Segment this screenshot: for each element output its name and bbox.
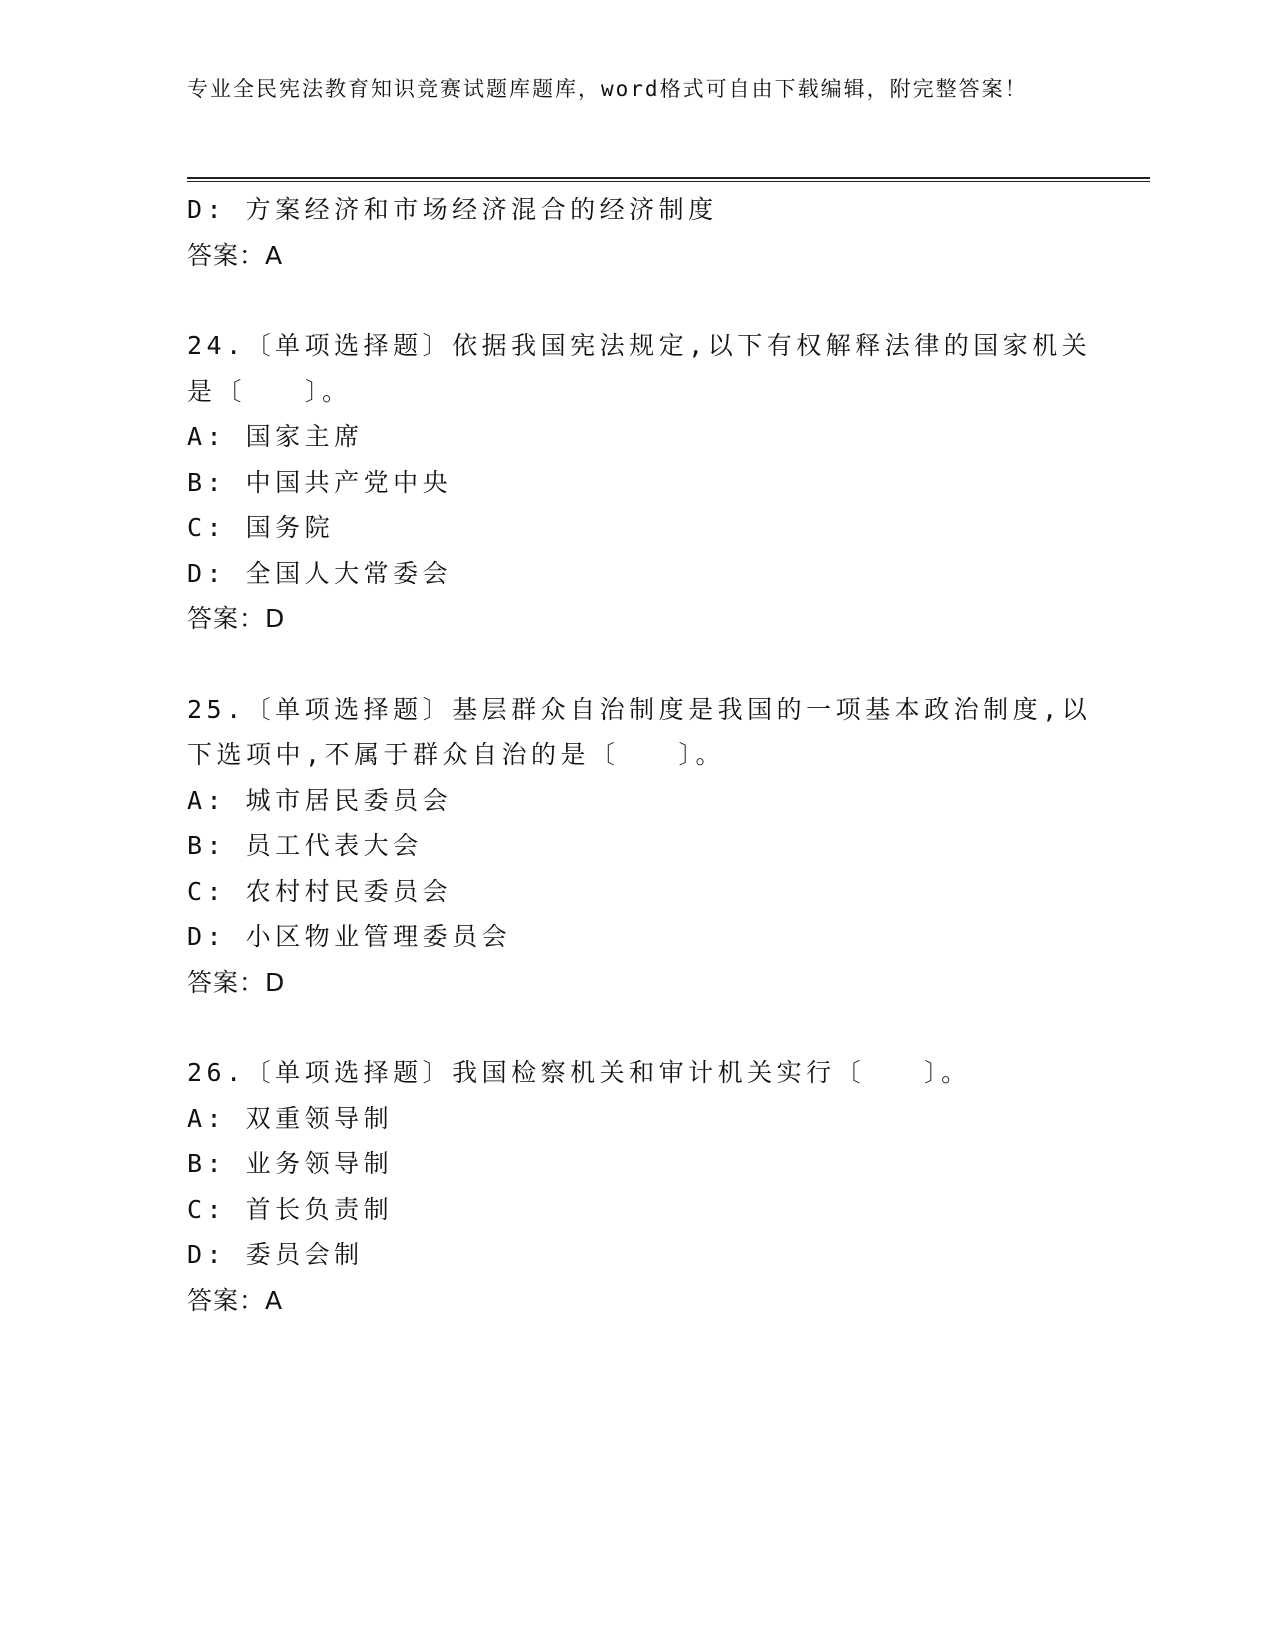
option-b: B: 中国共产党中央 xyxy=(187,467,453,497)
option-c: C: 国务院 xyxy=(187,513,335,542)
answer: 答案：D xyxy=(187,967,286,997)
document-body xyxy=(187,187,1107,1323)
question-text-cont: 下选项中,不属于群众自治的是〔 〕。 xyxy=(187,740,726,769)
question-26 xyxy=(187,1050,1107,1323)
option-b: B: 业务领导制 xyxy=(187,1149,394,1178)
question-24 xyxy=(187,323,1107,642)
option-d: D: 全国人大常委会 xyxy=(187,558,453,588)
option-d: D: 方案经济和市场经济混合的经济制度 xyxy=(187,195,718,224)
option-a: A: 双重领导制 xyxy=(187,1103,394,1133)
answer: 答案：A xyxy=(187,240,284,270)
page-header: 专业全民宪法教育知识竞赛试题库题库，word格式可自由下载编辑，附完整答案！ xyxy=(187,77,1028,101)
answer: 答案：A xyxy=(187,1285,284,1315)
header-rule-thin xyxy=(187,181,1150,182)
option-a: A: 国家主席 xyxy=(187,422,364,451)
answer: 答案：D xyxy=(187,604,286,633)
question-text: 25.〔单项选择题〕基层群众自治制度是我国的一项基本政治制度,以 xyxy=(187,694,1092,724)
option-d: D: 小区物业管理委员会 xyxy=(187,922,512,951)
option-b: B: 员工代表大会 xyxy=(187,831,423,860)
question-25 xyxy=(187,687,1107,1006)
option-a: A: 城市居民委员会 xyxy=(187,785,453,815)
question-text-cont: 是〔 〕。 xyxy=(187,376,352,406)
question-text: 26.〔单项选择题〕我国检察机关和审计机关实行〔 〕。 xyxy=(187,1058,971,1087)
option-d: D: 委员会制 xyxy=(187,1240,364,1269)
option-c: C: 农村村民委员会 xyxy=(187,876,453,906)
question-text: 24.〔单项选择题〕依据我国宪法规定,以下有权解释法律的国家机关 xyxy=(187,331,1092,360)
header-rule-thick xyxy=(187,177,1150,179)
option-c: C: 首长负责制 xyxy=(187,1194,394,1224)
